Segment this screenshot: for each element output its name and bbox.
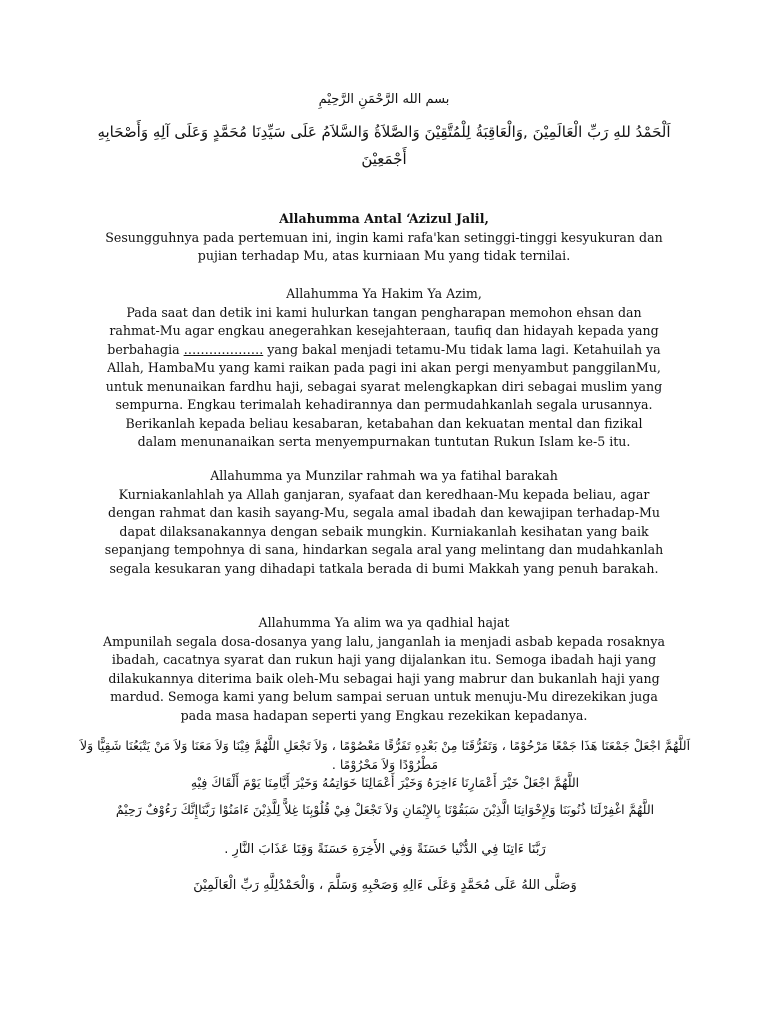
section-qadhial-hajat: [86, 614, 682, 725]
section-line: sempurna. Engkau terimalah kehadirannya dan permudahkanlah segala urusannya.: [115, 397, 653, 412]
closing-doa-best-life: اللَّهُمَّ اجْعَلْ خَيْرَ أَعْمَارِنَا ءَاخِرَهُ وَخَيْرَ أَعْمَالِنَا خَوَاتِمُهُ وَخَيْرَ أَيَّامِنَا يَوْمَ أَلْقَاكَ فِيْهِ: [190, 775, 580, 790]
section-line: pada masa hadapan seperti yang Engkau rezekikan kepadanya.: [180, 707, 588, 723]
closing-doa-gathering: اَللَّهُمَّ اجْعَلْ جَمْعَنَا هَذَا جَمْعًا مَرْحُوْمًا ، وَتَفَرُّقَنَا مِنْ بَعْدِهِ تَفَرُّقًا مَعْصُوْمًا ، وَلاَ تَجْعَلِ اللَّهُمَّ فِيْنَا وَلاَ مَعَنَا وَلاَ مَنْ يَتْبَعُنَا شَقِيًّا وَلاَ مَطْرُوْدًا وَلاَ مَحْرُوْمًا .: [79, 738, 691, 772]
section-line: dapat dilaksanakannya dengan sebaik mungkin. Kurniakanlah kesihatan yang baik: [119, 523, 649, 539]
section-munzilar-rahmah: [86, 467, 682, 578]
closing-salawat: وَصَلَّى اللهُ عَلَى مُحَمَّدٍ وَعَلَى ءَالِهِ وَصَحْبِهِ وَسَلَّمَ ، وَالْحَمْدُلِلَّهِ رَبِّ الْعَالَمِيْنَ: [193, 878, 577, 893]
section-heading: Allahumma Ya Hakim Ya Azim,: [286, 286, 482, 301]
section-line: dalam menunanaikan serta menyempurnakan tuntutan Rukun Islam ke-5 itu.: [137, 434, 631, 449]
section-line: Pada saat dan detik ini kami hulurkan tangan pengharapan memohon ehsan dan: [126, 304, 642, 320]
name-blank: ……………….: [183, 341, 264, 357]
section-line: mardud. Semoga kami yang belum sampai seruan untuk menuju-Mu direzekikan juga: [110, 689, 658, 704]
line-text: berbahagia: [107, 341, 184, 357]
section-line: ibadah, cacatnya syarat dan rukun haji yang dijalankan itu. Semoga ibadah haji yang: [111, 652, 657, 667]
closing-doa-rabbana: رَبَّنَا ءَاتِنَا فِي الدُّنْيا حَسَنَةً وَفِي الأَخِرَةِ حَسَنَةً وَقِنَا عَذَابَ النَّارِ .: [224, 842, 546, 857]
section-line: sepanjang tempohnya di sana, hindarkan segala aral yang melintang dan mudahkanlah: [104, 542, 664, 557]
section-line: rahmat-Mu agar engkau anegerahkan kesejahteraan, taufiq dan hidayah kepada yang: [109, 323, 659, 338]
line-text: yang bakal menjadi tetamu-Mu tidak lama lagi. Ketahuilah ya: [263, 341, 661, 357]
section-line: untuk menunaikan fardhu haji, sebagai syarat melengkapkan diri sebagai muslim yang: [105, 378, 663, 394]
basmala-line: بسم الله الرَّحْمَنِ الرَّحِيْمِ: [318, 92, 450, 107]
section-line: pujian terhadap Mu, atas kurniaan Mu yang tidak ternilai.: [197, 248, 571, 263]
section-line: segala kesukaran yang dihadapi tatkala berada di bumi Makkah yang penuh barakah.: [109, 560, 659, 576]
section-azizul-jalil: [86, 210, 682, 266]
opening-praise: اَلْحَمْدُ للهِ رَبِّ الْعَالَمِيْنَ ,وَالْعَاقِبَةُ لِلْمُتَّقِيْنَ وَالصَّلاَةُ وَالسَّلاَمُ عَلَى سَيِّدِنَا مُحَمَّدٍ وَعَلَى آلِهِ وَأَصْحَابِهِ أَجْمَعِيْنَ: [97, 123, 671, 168]
section-line-with-blank: [86, 341, 682, 360]
closing-doa-forgiveness: اللَّهُمَّ اغْفِرْلَنَا ذُنُوبَنَا وَلِإِخْوَانِنَا الَّذِيْنَ سَبَقُوْنَا بِالإِيْمَانِ وَلاَ تَجْعَلْ فِيْ قُلُوْبِنَا غِلاًّ لِلَّذِيْنَ ءَامَنُوْا رَبَّنَاإِنَّكَ رَءُوْفٌ رَحِيْمٌ: [115, 802, 655, 817]
section-line: Kurniakanlahlah ya Allah ganjaran, syafaat dan keredhaan-Mu kepada beliau, agar: [118, 486, 650, 502]
section-heading: Allahumma ya Munzilar rahmah wa ya fatihal barakah: [210, 468, 558, 483]
section-line: dilakukannya diterima baik oleh-Mu sebagai haji yang mabrur dan bukanlah haji yang: [108, 670, 660, 686]
section-heading: Allahumma Ya alim wa ya qadhial hajat: [258, 615, 510, 630]
section-line: Sesungguhnya pada pertemuan ini, ingin kami rafa'kan setinggi-tinggi kesyukuran dan: [105, 229, 663, 245]
section-line: Allah, HambaMu yang kami raikan pada pagi ini akan pergi menyambut panggilanMu,: [107, 360, 661, 375]
section-heading: Allahumma Antal ‘Azizul Jalil,: [279, 211, 489, 226]
section-line: Ampunilah segala dosa-dosanya yang lalu, janganlah ia menjadi asbab kepada rosaknya: [103, 633, 665, 649]
section-hakim-azim: [86, 285, 682, 452]
section-line: dengan rahmat dan kasih sayang-Mu, segala amal ibadah dan kewajipan terhadap-Mu: [108, 505, 660, 520]
section-line: Berikanlah kepada beliau kesabaran, ketabahan dan kekuatan mental dan fizikal: [125, 415, 643, 431]
